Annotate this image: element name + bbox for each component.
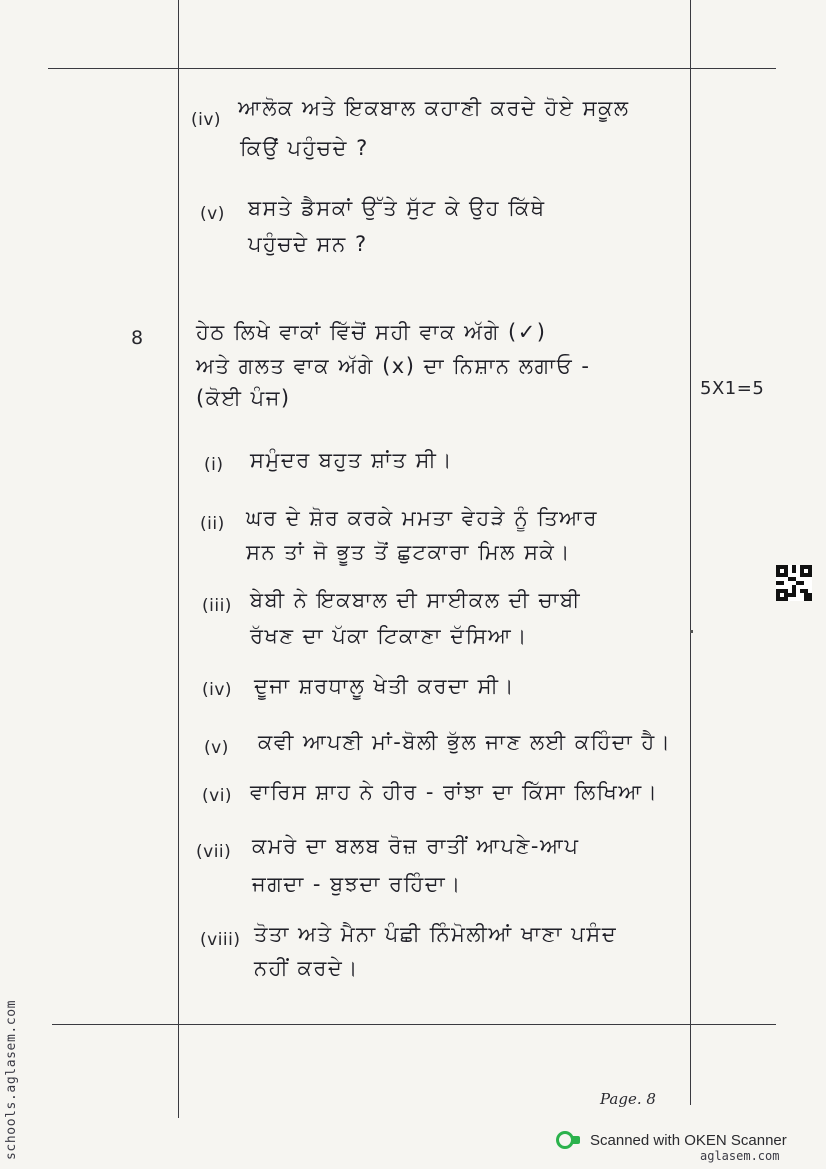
item-text-line: ਬੇਬੀ ਨੇ ਇਕਬਾਲ ਦੀ ਸਾਈਕਲ ਦੀ ਚਾਬੀ (250, 588, 582, 612)
prev-question-number: (iv) (191, 110, 222, 130)
item-number: (i) (204, 455, 224, 475)
item-number: (iv) (202, 680, 233, 700)
item-number: (v) (204, 738, 229, 758)
item-text-line: ਕਵੀ ਆਪਣੀ ਮਾਂ-ਬੋਲੀ ਭੁੱਲ ਜਾਣ ਲਈ ਕਹਿੰਦਾ ਹੈ। (258, 730, 672, 754)
vertical-watermark: schools.aglasem.com (4, 999, 19, 1160)
item-number: (vi) (202, 786, 233, 806)
item-text-line: ਸਨ ਤਾਂ ਜੋ ਭੂਤ ਤੋਂ ਛੁਟਕਾਰਾ ਮਿਲ ਸਕੇ। (246, 540, 572, 564)
question-instruction-line: ਹੇਠ ਲਿਖੇ ਵਾਕਾਂ ਵਿੱਚੋਂ ਸਹੀ ਵਾਕ ਅੱਗੇ (✓) (196, 320, 547, 344)
item-text-line: ਸਮੁੰਦਰ ਬਹੁਤ ਸ਼ਾਂਤ ਸੀ। (250, 448, 454, 472)
prev-question-text-line: ਬਸਤੇ ਡੈਸਕਾਂ ਉੱਤੇ ਸੁੱਟ ਕੇ ਉਹ ਕਿੱਥੇ (248, 196, 546, 220)
prev-question-text-line: ਪਹੁੰਚਦੇ ਸਨ ? (248, 232, 368, 256)
marks-allocation: 5X1=5 (700, 378, 765, 399)
item-text-line: ਤੋਤਾ ਅਤੇ ਮੈਨਾ ਪੰਛੀ ਨਿੰਮੋਲੀਆਂ ਖਾਣਾ ਪਸੰਦ (254, 922, 618, 946)
right-margin-rule (690, 0, 691, 1105)
scan-speck (690, 630, 693, 633)
page-number-label: Page. 8 (600, 1090, 656, 1108)
item-number: (iii) (202, 596, 232, 616)
qr-code-icon (776, 564, 812, 602)
scanner-watermark (556, 1130, 787, 1150)
item-text-line: ਜਗਦਾ - ਬੁਝਦਾ ਰਹਿੰਦਾ। (252, 872, 462, 896)
scanner-logo-icon (556, 1130, 582, 1150)
item-number: (viii) (200, 930, 241, 950)
question-instruction-line: ਅਤੇ ਗਲਤ ਵਾਕ ਅੱਗੇ (x) ਦਾ ਨਿਸ਼ਾਨ ਲਗਾਓ - (196, 354, 591, 378)
left-margin-rule (178, 0, 179, 1118)
question-instruction-line: (ਕੋਈ ਪੰਜ) (196, 386, 291, 410)
scanner-text: Scanned with OKEN Scanner (590, 1131, 787, 1149)
bottom-rule (52, 1024, 776, 1025)
prev-question-number: (v) (200, 204, 225, 224)
top-rule (48, 68, 776, 69)
item-text-line: ਕਮਰੇ ਦਾ ਬਲਬ ਰੋਜ਼ ਰਾਤੀਂ ਆਪਣੇ-ਆਪ (252, 834, 580, 858)
item-text-line: ਰੱਖਣ ਦਾ ਪੱਕਾ ਟਿਕਾਣਾ ਦੱਸਿਆ। (250, 624, 528, 648)
item-number: (ii) (200, 514, 225, 534)
item-text-line: ਘਰ ਦੇ ਸ਼ੋਰ ਕਰਕੇ ਮਮਤਾ ਵੇਹੜੇ ਨੂੰ ਤਿਆਰ (246, 506, 598, 530)
site-label: aglasem.com (700, 1149, 780, 1163)
item-number: (vii) (196, 842, 232, 862)
item-text-line: ਵਾਰਿਸ ਸ਼ਾਹ ਨੇ ਹੀਰ - ਰਾਂਝਾ ਦਾ ਕਿੱਸਾ ਲਿਖਿਆ। (250, 780, 659, 804)
item-text-line: ਦੂਜਾ ਸ਼ਰਧਾਲੂ ਖੇਤੀ ਕਰਦਾ ਸੀ। (254, 674, 516, 698)
question-number: 8 (131, 327, 144, 349)
prev-question-text-line: ਆਲੋਕ ਅਤੇ ਇਕਬਾਲ ਕਹਾਣੀ ਕਰਦੇ ਹੋਏ ਸਕੂਲ (238, 96, 630, 120)
item-text-line: ਨਹੀਂ ਕਰਦੇ। (254, 956, 359, 980)
prev-question-text-line: ਕਿਉਂ ਪਹੁੰਚਦੇ ? (240, 136, 369, 160)
